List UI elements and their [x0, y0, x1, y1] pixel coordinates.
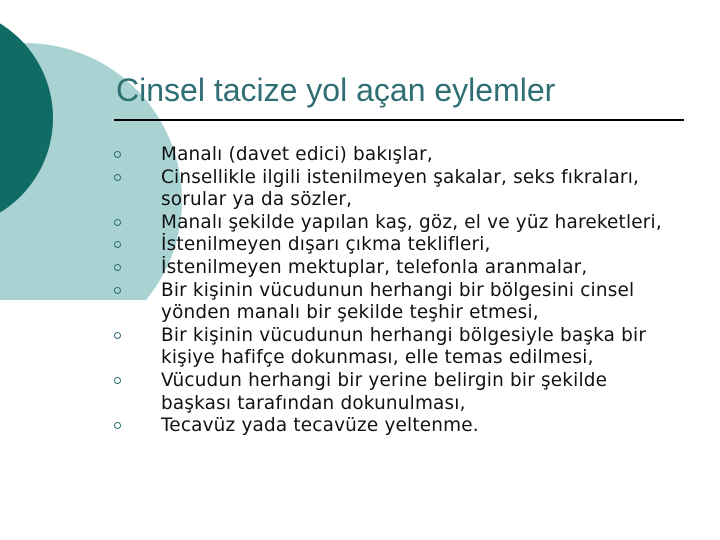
list-item	[114, 167, 674, 212]
title-divider	[114, 119, 684, 121]
list-item	[114, 234, 674, 257]
list-item-text: Bir kişinin vücudunun herhangi bir bölgesini cinsel yönden manalı bir şekilde teşhir etmesi,	[161, 279, 635, 324]
list-item-text: Vücudun herhangi bir yerine belirgin bir şekilde başkası tarafından dokunulması,	[161, 369, 608, 414]
bullet-circle-icon	[114, 241, 121, 248]
bullet-circle-icon	[114, 377, 121, 384]
bullet-circle-icon	[114, 264, 121, 271]
list-item-text: İstenilmeyen mektuplar, telefonla aranmalar,	[161, 256, 588, 278]
bullet-circle-icon	[114, 332, 121, 339]
list-item	[114, 325, 674, 370]
bullet-circle-icon	[114, 219, 121, 226]
bullet-circle-icon	[114, 422, 121, 429]
list-item-text: Bir kişinin vücudunun herhangi bölgesiyle başka bir kişiye hafifçe dokunması, elle temas edilmesi,	[161, 324, 647, 369]
list-item	[114, 144, 674, 167]
slide-title: Cinsel tacize yol açan eylemler	[116, 72, 556, 108]
list-item	[114, 257, 674, 280]
bullet-circle-icon	[114, 287, 121, 294]
bullet-circle-icon	[114, 174, 121, 181]
list-item-text: Tecavüz yada tecavüze yeltenme.	[161, 415, 479, 437]
list-item	[114, 370, 674, 415]
list-item-text: Cinsellikle ilgili istenilmeyen şakalar, seks fıkraları, sorular ya da sözler,	[161, 166, 640, 211]
list-item-text: İstenilmeyen dışarı çıkma teklifleri,	[161, 234, 491, 256]
list-item	[114, 212, 674, 235]
list-item-text: Manalı (davet edici) bakışlar,	[161, 144, 433, 165]
bullet-list	[114, 144, 674, 438]
list-item-text: Manalı şekilde yapılan kaş, göz, el ve yüz hareketleri,	[161, 211, 662, 233]
bullet-circle-icon	[114, 151, 121, 158]
list-item	[114, 280, 674, 325]
list-item	[114, 415, 674, 438]
